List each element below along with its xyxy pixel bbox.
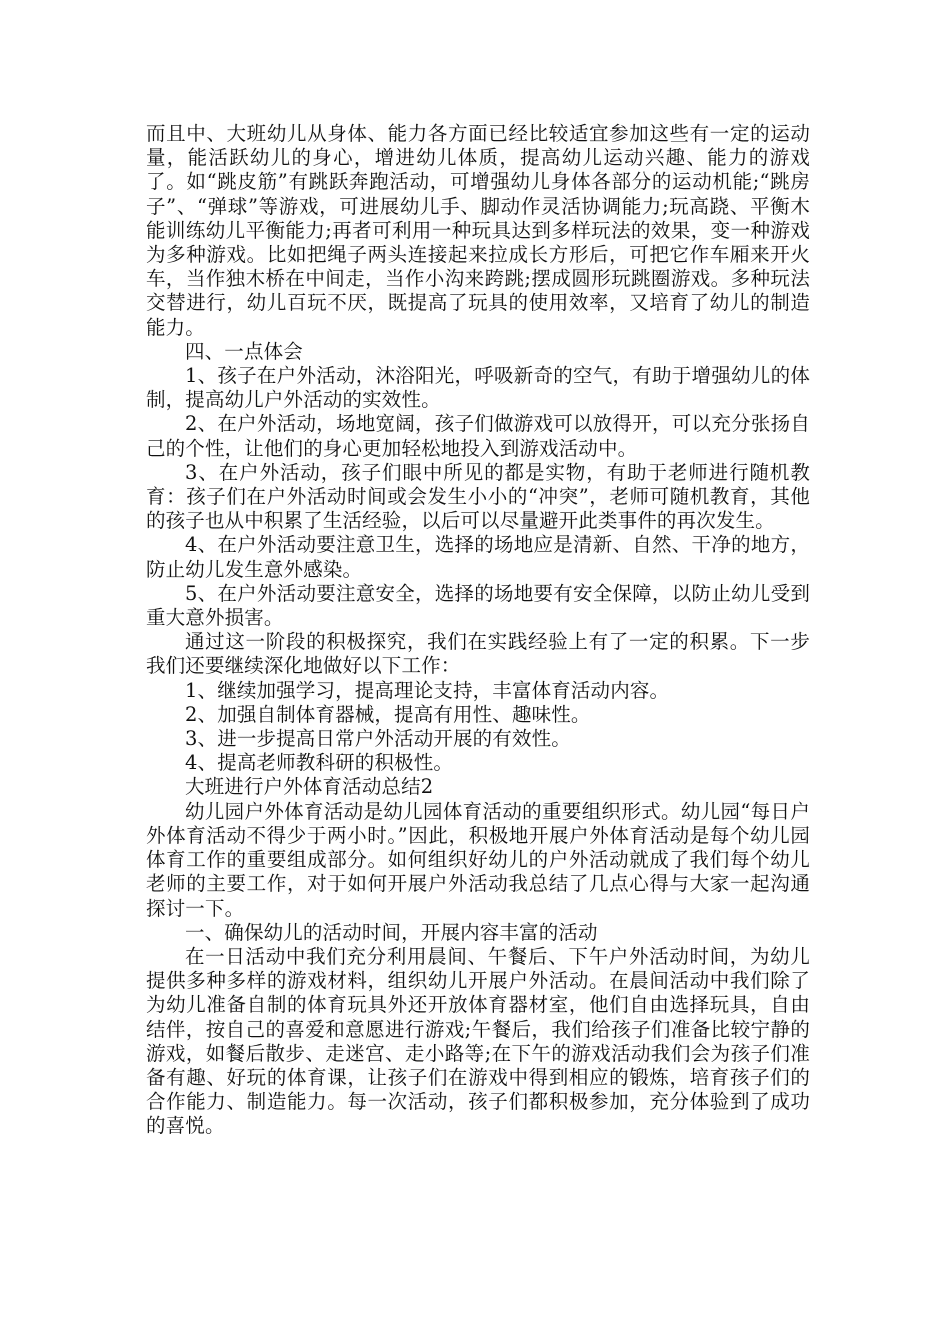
list-item-reflection-1: 1、孩子在户外活动，沐浴阳光，呼吸新奇的空气，有助于增强幼儿的体制，提高幼儿户外活动的实效性。 xyxy=(146,364,810,412)
list-item-next-step-1: 1、继续加强学习，提高理论支持，丰富体育活动内容。 xyxy=(185,678,670,702)
paragraph-next-steps-intro: 通过这一阶段的积极探究，我们在实践经验上有了一定的积累。下一步我们还要继续深化地做好以下工作： xyxy=(146,630,810,678)
document-body xyxy=(146,122,810,1139)
list-item-next-step-4: 4、提高老师教科研的积极性。 xyxy=(185,751,454,775)
section-title-summary-2: 大班进行户外体育活动总结2 xyxy=(185,775,434,799)
section-heading-activity-time: 一、确保幼儿的活动时间，开展内容丰富的活动 xyxy=(185,920,598,944)
section-heading-reflections: 四、一点体会 xyxy=(185,339,303,363)
list-item-reflection-5: 5、在户外活动要注意安全，选择的场地要有安全保障，以防止幼儿受到重大意外损害。 xyxy=(146,581,810,630)
paragraph-daily-activities: 在一日活动中我们充分利用晨间、午餐后、下午户外活动时间，为幼儿提供多种多样的游戏材料，组织幼儿开展户外活动。在晨间活动中我们除了为幼儿准备自制的体育玩具外还开放体育器材室，他们自由选择玩具，自由结伴，按自己的喜爱和意愿进行游戏;午餐后，我们给孩子们准备比较宁静的游戏，如餐后散步、走迷宫、走小路等;在下午的游戏活动我们会为孩子们准备有趣、好玩的体育课，让孩子们在游戏中得到相应的锻炼，培育孩子们的合作能力、制造能力。每一次活动，孩子们都积极参加，充分体验到了成功的喜悦。 xyxy=(146,944,810,1138)
list-item-reflection-3: 3、在户外活动，孩子们眼中所见的都是实物，有助于老师进行随机教育：孩子们在户外活动时间或会发生小小的“冲突”，老师可随机教育，其他的孩子也从中积累了生活经验，以后可以尽量避开此类事件的再次发生。 xyxy=(146,460,810,533)
list-item-reflection-4: 4、在户外活动要注意卫生，选择的场地应是清新、自然、干净的地方，防止幼儿发生意外感染。 xyxy=(146,533,810,581)
list-item-next-step-3: 3、进一步提高日常户外活动开展的有效性。 xyxy=(185,727,571,751)
list-item-next-step-2: 2、加强自制体育器械，提高有用性、趣味性。 xyxy=(185,702,591,726)
list-item-reflection-2: 2、在户外活动，场地宽阔，孩子们做游戏可以放得开，可以充分张扬自己的个性，让他们的身心更加轻松地投入到游戏活动中。 xyxy=(146,412,810,460)
paragraph-summary-2-intro: 幼儿园户外体育活动是幼儿园体育活动的重要组织形式。幼儿园“每日户外体育活动不得少于两小时。”因此，积极地开展户外体育活动是每个幼儿园体育工作的重要组成部分。如何组织好幼儿的户外活动就成了我们每个幼儿老师的主要工作，对于如何开展户外活动我总结了几点心得与大家一起沟通探讨一下。 xyxy=(146,799,810,920)
paragraph-intro-continuation: 而且中、大班幼儿从身体、能力各方面已经比较适宜参加这些有一定的运动量，能活跃幼儿的身心，增进幼儿体质，提高幼儿运动兴趣、能力的游戏了。如“跳皮筋”有跳跃奔跑活动，可增强幼儿身体各部分的运动机能;“跳房子”、“弹球”等游戏，可进展幼儿手、脚动作灵活协调能力;玩高跷、平衡木能训练幼儿平衡能力;再者可利用一种玩具达到多样玩法的效果，变一种游戏为多种游戏。比如把绳子两头连接起来拉成长方形后，可把它作车厢来开火车，当作独木桥在中间走，当作小沟来跨跳;摆成圆形玩跳圈游戏。多种玩法交替进行，幼儿百玩不厌，既提高了玩具的使用效率，又培育了幼儿的制造能力。 xyxy=(146,122,810,339)
